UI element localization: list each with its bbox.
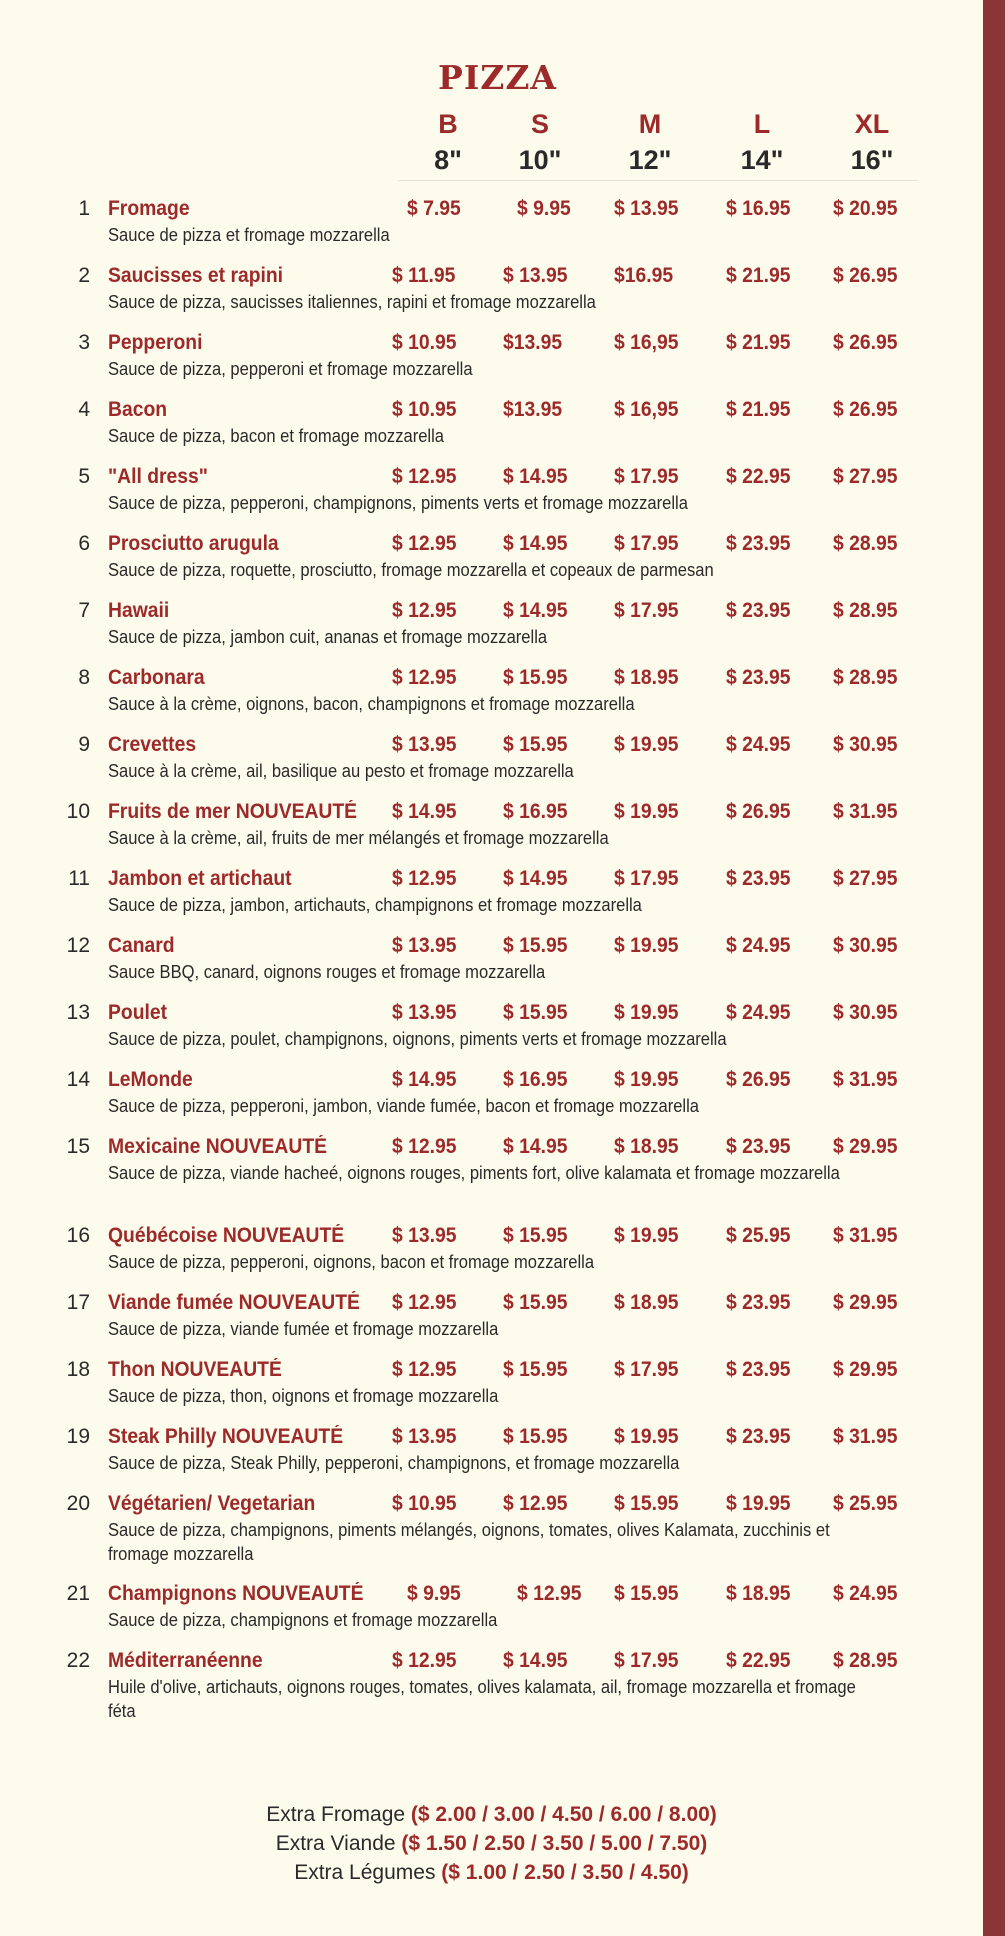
item-description: Sauce à la crème, ail, basilique au pesto et fromage mozzarella	[108, 761, 574, 781]
extra-prices: ($ 2.00 / 3.00 / 4.50 / 6.00 / 8.00)	[410, 1803, 717, 1826]
item-price-xl: $ 28.95	[833, 1649, 898, 1672]
item-price-s: $ 16.95	[503, 800, 568, 823]
item-price-xl: $ 24.95	[833, 1582, 898, 1605]
item-name: LeMonde	[108, 1068, 193, 1091]
item-number: 21	[66, 1582, 90, 1605]
item-price-s: $ 15.95	[503, 1425, 568, 1448]
item-price-xl: $ 30.95	[833, 733, 898, 756]
size-header-2	[595, 106, 705, 178]
extras-section	[0, 1800, 983, 1887]
item-number: 11	[68, 867, 90, 890]
item-price-l: $ 21.95	[726, 331, 791, 354]
item-price-s: $ 14.95	[503, 599, 568, 622]
item-price-l: $ 21.95	[726, 264, 791, 287]
item-price-b: $ 13.95	[392, 733, 457, 756]
extra-prices: ($ 1.50 / 2.50 / 3.50 / 5.00 / 7.50)	[401, 1832, 708, 1855]
item-price-l: $ 23.95	[726, 1291, 791, 1314]
item-price-s: $ 12.95	[517, 1582, 582, 1605]
item-price-s: $ 14.95	[503, 532, 568, 555]
item-price-s: $13.95	[503, 331, 563, 354]
item-price-s: $ 14.95	[503, 465, 568, 488]
header-divider	[398, 180, 918, 181]
item-price-xl: $ 30.95	[833, 1001, 898, 1024]
item-price-l: $ 18.95	[726, 1582, 791, 1605]
extra-label: Extra Fromage	[266, 1803, 406, 1826]
item-price-b: $ 12.95	[392, 1135, 457, 1158]
item-price-s: $ 13.95	[503, 264, 568, 287]
item-price-m: $ 19.95	[614, 800, 679, 823]
item-price-l: $ 24.95	[726, 934, 791, 957]
item-price-b: $ 13.95	[392, 1224, 457, 1247]
item-description: Sauce de pizza, Steak Philly, pepperoni, champignons, et fromage mozzarella	[108, 1453, 680, 1473]
item-price-xl: $ 29.95	[833, 1291, 898, 1314]
item-price-s: $ 14.95	[503, 1649, 568, 1672]
item-price-s: $ 9.95	[517, 197, 571, 220]
extra-line	[0, 1829, 983, 1858]
size-inches: 12"	[628, 145, 672, 175]
item-price-s: $ 15.95	[503, 733, 568, 756]
extra-label: Extra Viande	[275, 1832, 396, 1855]
item-name: Pepperoni	[108, 331, 203, 354]
item-price-b: $ 12.95	[392, 532, 457, 555]
item-price-l: $ 25.95	[726, 1224, 791, 1247]
item-description: Sauce de pizza, viande fumée et fromage mozzarella	[108, 1319, 499, 1339]
item-number: 18	[66, 1358, 90, 1381]
item-price-s: $ 15.95	[503, 934, 568, 957]
item-price-b: $ 12.95	[392, 666, 457, 689]
item-name: Crevettes	[108, 733, 197, 756]
item-price-xl: $ 25.95	[833, 1492, 898, 1515]
item-price-b: $ 13.95	[392, 1001, 457, 1024]
item-price-l: $ 23.95	[726, 1425, 791, 1448]
item-description: Sauce de pizza, pepperoni, jambon, viande fumée, bacon et fromage mozzarella	[108, 1096, 699, 1116]
item-price-m: $ 17.95	[614, 867, 679, 890]
item-price-m: $ 15.95	[614, 1582, 679, 1605]
item-price-l: $ 16.95	[726, 197, 791, 220]
item-number: 1	[78, 197, 90, 220]
item-price-s: $ 14.95	[503, 1135, 568, 1158]
item-price-xl: $ 26.95	[833, 264, 898, 287]
menu-title: PIZZA	[438, 58, 558, 97]
item-price-m: $ 19.95	[614, 733, 679, 756]
item-price-xl: $ 29.95	[833, 1358, 898, 1381]
item-name: Saucisses et rapini	[108, 264, 284, 287]
item-price-m: $ 18.95	[614, 666, 679, 689]
item-description: Sauce de pizza, bacon et fromage mozzarella	[108, 426, 444, 446]
item-name: Jambon et artichaut	[108, 867, 292, 890]
size-inches: 16"	[850, 145, 894, 175]
item-description: Sauce de pizza, poulet, champignons, oignons, piments verts et fromage mozzarella	[108, 1029, 727, 1049]
item-price-xl: $ 31.95	[833, 1425, 898, 1448]
item-price-s: $ 15.95	[503, 666, 568, 689]
item-price-xl: $ 30.95	[833, 934, 898, 957]
item-price-xl: $ 31.95	[833, 1068, 898, 1091]
item-number: 20	[66, 1492, 90, 1515]
size-inches: 10"	[518, 145, 562, 175]
item-price-l: $ 26.95	[726, 800, 791, 823]
item-price-m: $ 17.95	[614, 532, 679, 555]
extra-label: Extra Légumes	[294, 1861, 436, 1884]
item-price-m: $ 17.95	[614, 1358, 679, 1381]
item-description: Sauce de pizza, pepperoni, oignons, bacon et fromage mozzarella	[108, 1252, 595, 1272]
item-price-b: $ 10.95	[392, 398, 457, 421]
item-description: Sauce de pizza, jambon, artichauts, champignons et fromage mozzarella	[108, 895, 642, 915]
item-name: Végétarien/ Vegetarian	[108, 1492, 316, 1515]
item-number: 8	[78, 666, 90, 689]
item-number: 16	[66, 1224, 90, 1247]
item-price-l: $ 22.95	[726, 1649, 791, 1672]
item-price-b: $ 13.95	[392, 934, 457, 957]
item-description: Sauce de pizza, jambon cuit, ananas et fromage mozzarella	[108, 627, 548, 647]
item-price-b: $ 11.95	[392, 264, 456, 287]
item-name: Québécoise NOUVEAUTÉ	[108, 1224, 345, 1247]
item-price-b: $ 10.95	[392, 1492, 457, 1515]
item-price-xl: $ 29.95	[833, 1135, 898, 1158]
item-number: 4	[78, 398, 90, 421]
item-number: 19	[66, 1425, 90, 1448]
item-description: Sauce de pizza et fromage mozzarella	[108, 225, 390, 245]
item-price-xl: $ 26.95	[833, 398, 898, 421]
item-description: Sauce de pizza, champignons, piments mélangés, oignons, tomates, olives Kalamata, zucchinis et fromage mozzarella	[108, 1520, 830, 1564]
item-price-m: $ 17.95	[614, 1649, 679, 1672]
item-name: Bacon	[108, 398, 168, 421]
item-number: 22	[66, 1649, 90, 1672]
item-price-s: $ 12.95	[503, 1492, 568, 1515]
item-price-l: $ 23.95	[726, 1358, 791, 1381]
item-description: Sauce de pizza, champignons et fromage mozzarella	[108, 1610, 498, 1630]
extra-line	[0, 1858, 983, 1887]
item-price-l: $ 23.95	[726, 666, 791, 689]
item-name: Fruits de mer NOUVEAUTÉ	[108, 800, 358, 823]
item-price-b: $ 12.95	[392, 1291, 457, 1314]
size-header-3	[707, 106, 817, 178]
item-price-m: $ 19.95	[614, 1224, 679, 1247]
item-price-m: $ 19.95	[614, 1068, 679, 1091]
item-price-b: $ 14.95	[392, 800, 457, 823]
size-inches: 8"	[434, 145, 462, 175]
item-price-s: $ 16.95	[503, 1068, 568, 1091]
item-price-b: $ 14.95	[392, 1068, 457, 1091]
item-description: Sauce de pizza, roquette, prosciutto, fromage mozzarella et copeaux de parmesan	[108, 560, 714, 580]
item-price-l: $ 26.95	[726, 1068, 791, 1091]
item-number: 14	[66, 1068, 90, 1091]
extra-prices: ($ 1.00 / 2.50 / 3.50 / 4.50)	[441, 1861, 689, 1884]
item-price-l: $ 23.95	[726, 867, 791, 890]
item-price-s: $ 15.95	[503, 1358, 568, 1381]
item-price-xl: $ 31.95	[833, 1224, 898, 1247]
item-price-b: $ 12.95	[392, 867, 457, 890]
item-number: 3	[78, 331, 90, 354]
item-price-b: $ 12.95	[392, 465, 457, 488]
item-name: Méditerranéenne	[108, 1649, 263, 1672]
item-price-xl: $ 28.95	[833, 599, 898, 622]
item-description: Sauce de pizza, viande hacheé, oignons rouges, piments fort, olive kalamata et fromage mozzarella	[108, 1163, 840, 1183]
item-description: Sauce de pizza, thon, oignons et fromage mozzarella	[108, 1386, 499, 1406]
item-description: Sauce de pizza, pepperoni, champignons, piments verts et fromage mozzarella	[108, 493, 688, 513]
item-number: 12	[66, 934, 90, 957]
item-price-l: $ 19.95	[726, 1492, 791, 1515]
item-name: Mexicaine NOUVEAUTÉ	[108, 1135, 328, 1158]
item-price-m: $ 17.95	[614, 465, 679, 488]
item-price-l: $ 23.95	[726, 532, 791, 555]
item-description: Huile d'olive, artichauts, oignons rouges, tomates, olives kalamata, ail, fromage mozzarella et fromage féta	[108, 1677, 856, 1721]
item-price-b: $ 13.95	[392, 1425, 457, 1448]
item-price-xl: $ 28.95	[833, 666, 898, 689]
item-name: Canard	[108, 934, 175, 957]
item-name: Fromage	[108, 197, 190, 220]
item-price-xl: $ 27.95	[833, 867, 898, 890]
item-price-l: $ 24.95	[726, 1001, 791, 1024]
item-description: Sauce à la crème, oignons, bacon, champignons et fromage mozzarella	[108, 694, 635, 714]
item-price-b: $ 12.95	[392, 599, 457, 622]
item-number: 10	[66, 800, 90, 823]
item-description: Sauce BBQ, canard, oignons rouges et fromage mozzarella	[108, 962, 546, 982]
item-price-m: $ 13.95	[614, 197, 679, 220]
item-price-b: $ 10.95	[392, 331, 457, 354]
item-description: Sauce de pizza, pepperoni et fromage mozzarella	[108, 359, 473, 379]
size-header-1	[485, 106, 595, 178]
item-number: 9	[78, 733, 90, 756]
item-number: 2	[78, 264, 90, 287]
item-price-m: $ 18.95	[614, 1291, 679, 1314]
item-name: Prosciutto arugula	[108, 532, 279, 555]
item-price-s: $ 15.95	[503, 1224, 568, 1247]
item-description: Sauce de pizza, saucisses italiennes, rapini et fromage mozzarella	[108, 292, 596, 312]
item-price-l: $ 23.95	[726, 1135, 791, 1158]
item-price-s: $ 15.95	[503, 1291, 568, 1314]
right-border-stripe	[983, 0, 1005, 1936]
item-number: 15	[66, 1135, 90, 1158]
item-price-l: $ 22.95	[726, 465, 791, 488]
item-name: Steak Philly NOUVEAUTÉ	[108, 1425, 344, 1448]
item-name: "All dress"	[108, 465, 208, 488]
item-price-b: $ 7.95	[407, 197, 461, 220]
item-price-m: $ 18.95	[614, 1135, 679, 1158]
item-number: 13	[66, 1001, 90, 1024]
size-code: S	[530, 109, 549, 139]
item-price-m: $ 16,95	[614, 331, 679, 354]
extra-line	[0, 1800, 983, 1829]
item-price-b: $ 9.95	[407, 1582, 461, 1605]
item-price-l: $ 24.95	[726, 733, 791, 756]
item-number: 7	[78, 599, 90, 622]
item-name: Carbonara	[108, 666, 205, 689]
item-price-m: $ 16,95	[614, 398, 679, 421]
item-price-xl: $ 27.95	[833, 465, 898, 488]
size-code: M	[638, 109, 662, 139]
item-price-s: $13.95	[503, 398, 563, 421]
item-price-b: $ 12.95	[392, 1649, 457, 1672]
item-price-b: $ 12.95	[392, 1358, 457, 1381]
item-name: Thon NOUVEAUTÉ	[108, 1358, 282, 1381]
item-price-m: $ 19.95	[614, 934, 679, 957]
item-price-xl: $ 20.95	[833, 197, 898, 220]
item-name: Viande fumée NOUVEAUTÉ	[108, 1291, 360, 1314]
item-name: Hawaii	[108, 599, 170, 622]
size-code: L	[753, 109, 771, 139]
size-code: B	[438, 109, 458, 139]
item-price-m: $16.95	[614, 264, 674, 287]
item-number: 17	[66, 1291, 90, 1314]
item-price-m: $ 15.95	[614, 1492, 679, 1515]
item-price-s: $ 15.95	[503, 1001, 568, 1024]
item-name: Champignons NOUVEAUTÉ	[108, 1582, 364, 1605]
size-inches: 14"	[740, 145, 784, 175]
item-price-s: $ 14.95	[503, 867, 568, 890]
item-price-l: $ 21.95	[726, 398, 791, 421]
item-number: 6	[78, 532, 90, 555]
item-price-l: $ 23.95	[726, 599, 791, 622]
item-price-xl: $ 31.95	[833, 800, 898, 823]
item-price-m: $ 17.95	[614, 599, 679, 622]
size-code: XL	[854, 109, 890, 139]
size-header-4	[817, 106, 927, 178]
item-name: Poulet	[108, 1001, 168, 1024]
item-price-m: $ 19.95	[614, 1001, 679, 1024]
item-price-xl: $ 28.95	[833, 532, 898, 555]
item-price-m: $ 19.95	[614, 1425, 679, 1448]
item-price-xl: $ 26.95	[833, 331, 898, 354]
item-number: 5	[78, 465, 90, 488]
item-description: Sauce à la crème, ail, fruits de mer mélangés et fromage mozzarella	[108, 828, 609, 848]
